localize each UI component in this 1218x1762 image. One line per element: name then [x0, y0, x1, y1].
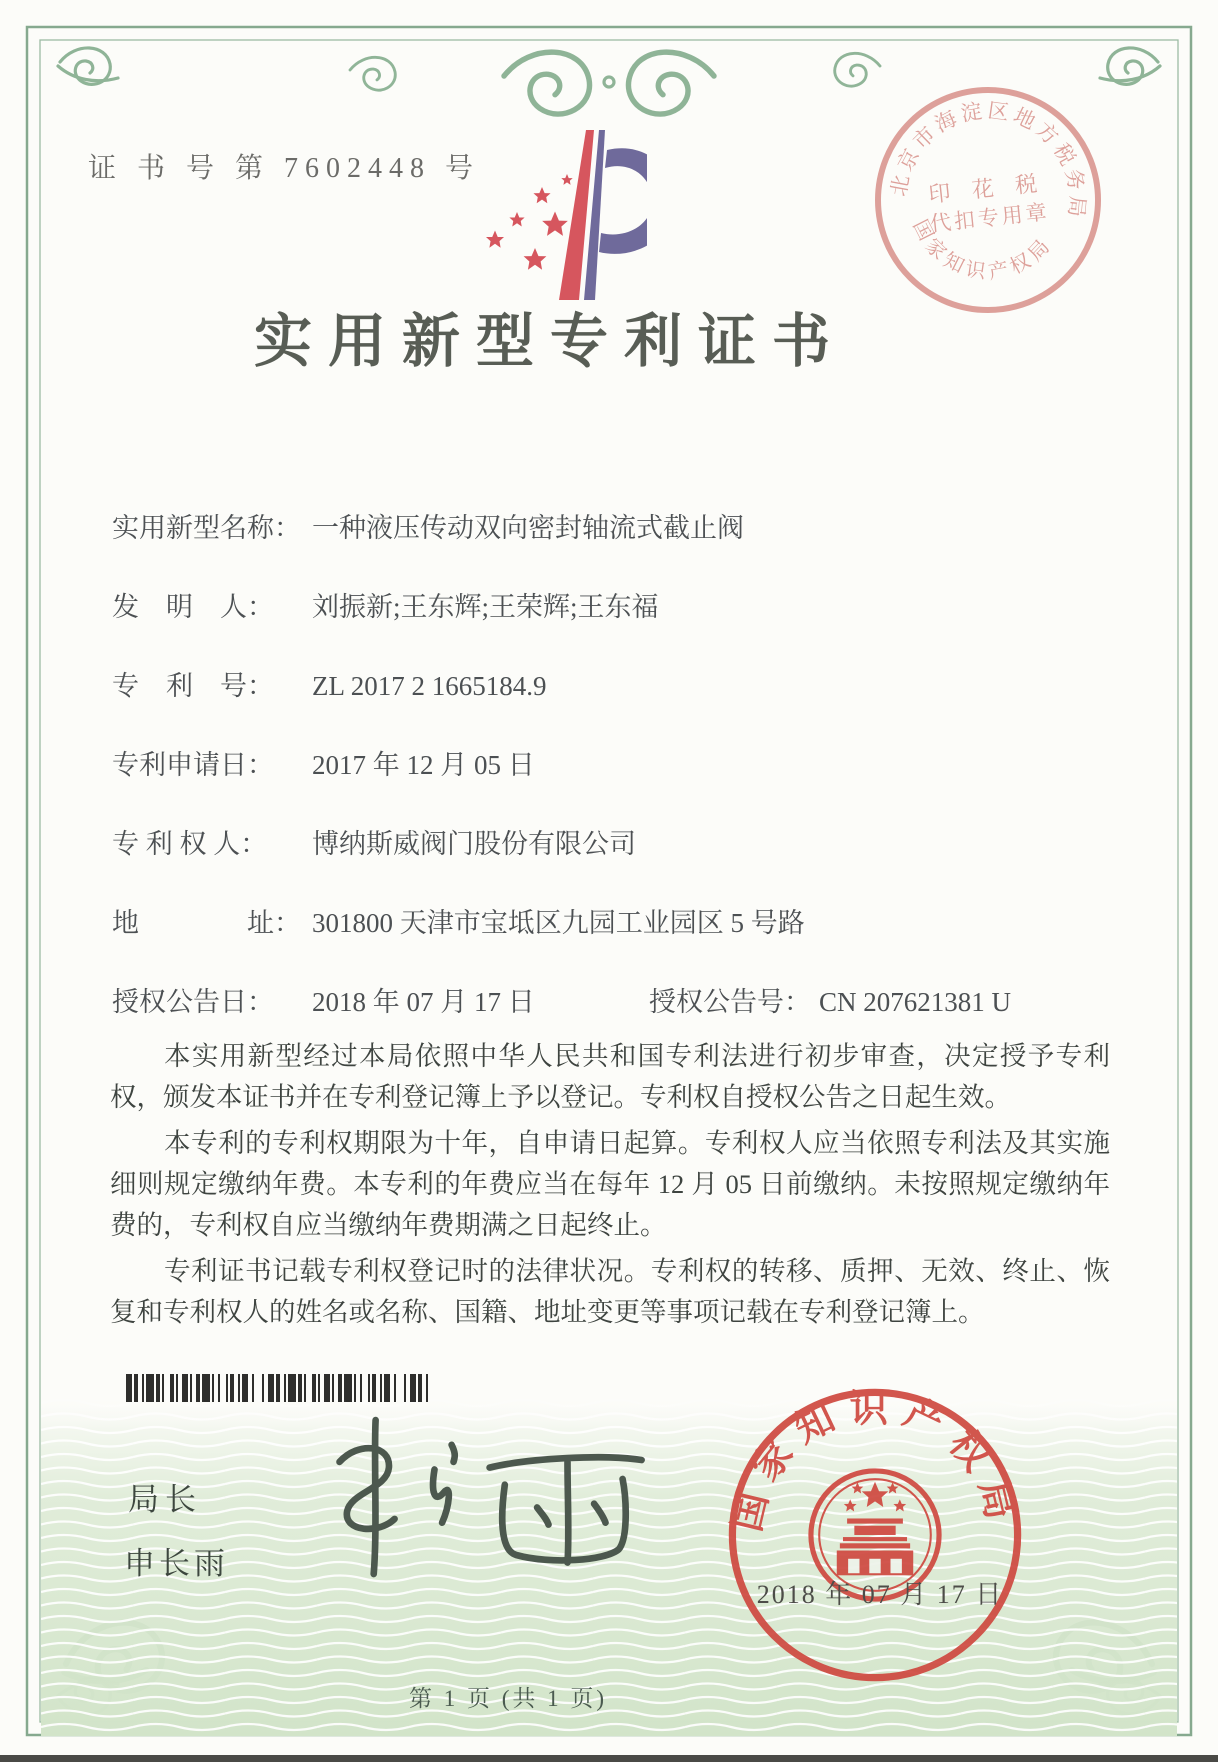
tax-stamp: [858, 70, 1118, 330]
page-number: 第 1 页 (共 1 页): [408, 1686, 608, 1711]
field-label: 地 址：: [112, 908, 301, 938]
cnipa-logo: [447, 128, 647, 303]
field-pair-right: [649, 980, 1011, 1019]
field-value: 2017 年 12 月 05 日: [312, 750, 535, 780]
field-label: 发 明 人：: [112, 592, 274, 622]
field-label: 授权公告日：: [112, 987, 274, 1017]
tax-stamp-bottom-text: 国家知识产权局: [908, 216, 1058, 284]
field-row: [112, 901, 1122, 980]
director-title: 局长: [128, 1482, 202, 1517]
barcode-bar: [344, 1374, 352, 1402]
field-value: 301800 天津市宝坻区九园工业园区 5 号路: [312, 908, 805, 938]
barcode-bar: [288, 1374, 296, 1402]
cnipa-official-seal: [720, 1380, 1030, 1690]
field-value: CN 207621381 U: [819, 987, 1012, 1017]
logo-p-bowl: [599, 148, 647, 254]
top-center-flourish: [504, 52, 714, 114]
field-label: 专 利 号：: [112, 671, 274, 701]
top-flourish-left: [350, 57, 395, 90]
certificate-number: 证 书 号 第 7602448 号: [88, 153, 481, 184]
legal-paragraph: 专利证书记载专利权登记时的法律状况。专利权的转移、质押、无效、终止、恢复和专利权人的姓名或名称、国籍、地址变更等事项记载在专利登记簿上。: [110, 1256, 1110, 1327]
scan-bottom-edge: [0, 1755, 1218, 1762]
legal-paragraph: 本实用新型经过本局依照中华人民共和国专利法进行初步审查，决定授予专利权，颁发本证书并在专利登记簿上予以登记。专利权自授权公告之日起生效。: [110, 1041, 1110, 1112]
barcode-space: [396, 1374, 404, 1402]
field-row: [112, 506, 1122, 585]
field-value: 一种液压传动双向密封轴流式截止阀: [312, 513, 744, 543]
field-row: [112, 743, 1122, 822]
svg-text:国家知识产权局: [726, 1387, 1023, 1535]
field-label: 专 利 权 人：: [112, 829, 268, 859]
fields-list: [112, 506, 1122, 1059]
certificate-title: 实用新型专利证书: [253, 309, 846, 374]
director-signature: [292, 1408, 672, 1588]
barcode-bar: [202, 1374, 210, 1402]
legal-paragraph: 本专利的专利权期限为十年，自申请日起算。专利权人应当依照专利法及其实施细则规定缴纳年费。本专利的年费应当在每年 12 月 05 日前缴纳。未按照规定缴纳年费的，专利权自应当缴纳年费期满之日起终止。: [110, 1128, 1110, 1240]
barcode-bar: [146, 1374, 154, 1402]
svg-text:北京市海淀区地方税务局: [886, 86, 1102, 223]
field-value: ZL 2017 2 1665184.9: [312, 671, 547, 701]
field-value: 刘振新;王东辉;王荣辉;王东福: [312, 592, 659, 622]
field-label: 实用新型名称：: [112, 513, 301, 543]
seal-date: 2018 年 07 月 17 日: [756, 1580, 1004, 1609]
corner-flourish-top-left: [58, 48, 118, 84]
tax-stamp-top-text: 北京市海淀区地方税务局: [886, 98, 1090, 222]
legal-paragraphs: [110, 1036, 1110, 1338]
director-name: 申长雨: [124, 1546, 229, 1581]
field-label: 授权公告号：: [649, 987, 811, 1017]
field-row: [112, 664, 1122, 743]
barcode: [126, 1374, 430, 1402]
field-value: 博纳斯威阀门股份有限公司: [312, 829, 636, 859]
seal-agency-text: 国家知识产权局: [726, 1388, 1024, 1536]
tax-stamp-center-line1: 印 花 税: [927, 170, 1047, 208]
field-label: 专利申请日：: [112, 750, 274, 780]
field-row: [112, 822, 1122, 901]
barcode-space: [428, 1374, 430, 1402]
field-row: [112, 585, 1122, 664]
field-value: 2018 年 07 月 17 日: [312, 987, 535, 1017]
barcode-space: [254, 1374, 262, 1402]
tax-stamp-center-line2: 代扣专用章: [928, 199, 1051, 237]
